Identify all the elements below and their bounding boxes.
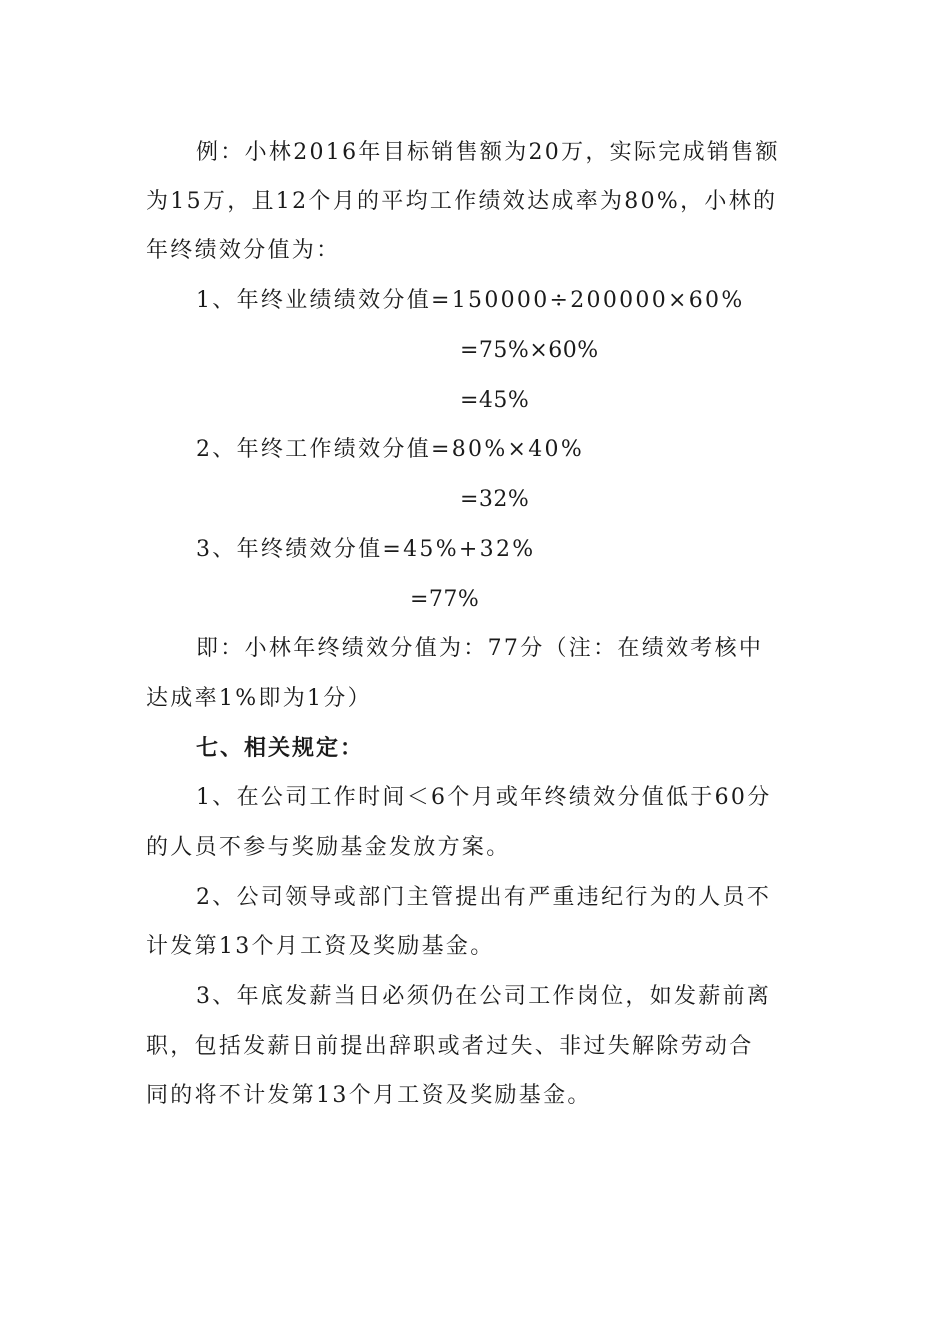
section-7-heading: 七、相关规定： bbox=[196, 736, 365, 761]
calc-item-1-step-2: =75%×60% bbox=[460, 338, 599, 363]
calc-item-3-step-2: =77% bbox=[410, 587, 480, 612]
calc-item-1: 1、年终业绩绩效分值=150000÷200000×60% bbox=[196, 288, 745, 313]
conclusion-line-2: 达成率1%即为1分） bbox=[146, 686, 372, 711]
conclusion-line-1: 即：小林年终绩效分值为：77分（注：在绩效考核中 bbox=[196, 636, 764, 661]
example-line-3: 年终绩效分值为： bbox=[146, 238, 341, 263]
rule-1-line-1: 1、在公司工作时间＜6个月或年终绩效分值低于60分 bbox=[196, 785, 772, 810]
rule-3-line-2: 职，包括发薪日前提出辞职或者过失、非过失解除劳动合 bbox=[146, 1034, 754, 1059]
example-line-2: 为15万，且12个月的平均工作绩效达成率为80%，小林的 bbox=[146, 189, 778, 214]
rule-3-line-1: 3、年底发薪当日必须仍在公司工作岗位，如发薪前离 bbox=[196, 984, 772, 1009]
example-line-1: 例：小林2016年目标销售额为20万，实际完成销售额 bbox=[196, 140, 780, 165]
calc-item-1-step-3: =45% bbox=[460, 388, 530, 413]
calc-item-2-step-2: =32% bbox=[460, 487, 530, 512]
rule-3-line-3: 同的将不计发第13个月工资及奖励基金。 bbox=[146, 1083, 592, 1108]
rule-1-line-2: 的人员不参与奖励基金发放方案。 bbox=[146, 835, 511, 860]
rule-2-line-1: 2、公司领导或部门主管提出有严重违纪行为的人员不 bbox=[196, 885, 772, 910]
rule-2-line-2: 计发第13个月工资及奖励基金。 bbox=[146, 934, 495, 959]
calc-item-3: 3、年终绩效分值=45%+32% bbox=[196, 537, 536, 562]
calc-item-2: 2、年终工作绩效分值=80%×40% bbox=[196, 437, 585, 462]
